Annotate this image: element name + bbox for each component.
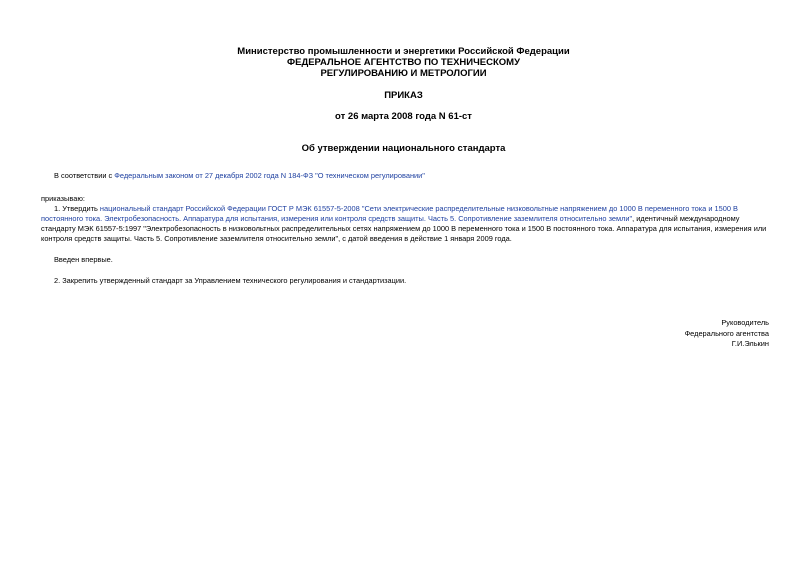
agency-title-line1: ФЕДЕРАЛЬНОЕ АГЕНТСТВО ПО ТЕХНИЧЕСКОМУ — [287, 57, 520, 68]
intro-prefix: В соответствии с — [54, 171, 115, 180]
federal-law-link[interactable]: Федеральным законом от 27 декабря 2002 года N 184-ФЗ "О техническом регулировании" — [114, 171, 425, 180]
ministry-title: Министерство промышленности и энергетики Российской Федерации — [237, 46, 570, 57]
signature-agency: Федерального агентства — [684, 328, 769, 338]
intro-paragraph — [41, 171, 771, 181]
signature-name: Г.И.Элькин — [731, 339, 769, 348]
signature-position: Руководитель — [721, 318, 769, 327]
agency-title-line2: РЕГУЛИРОВАНИЮ И МЕТРОЛОГИИ — [320, 68, 487, 79]
document-subject: Об утверждении национального стандарта — [301, 143, 506, 154]
item2-paragraph: 2. Закрепить утвержденный стандарт за Управлением технического регулирования и стандартизации. — [54, 276, 407, 285]
signature-block — [685, 318, 769, 350]
introduced-note: Введен впервые. — [54, 255, 113, 264]
item1-prefix: 1. Утвердить — [54, 204, 100, 213]
standard-link[interactable]: национальный стандарт Российской Федерации ГОСТ Р МЭК 61557-5-2008 "Сети электрические распределительные низковольтные напряжением до 1000 В переменного тока и 1500 В постоянного тока. Электробезопасность. Аппаратура для испытания, измерения или контроля средств защиты. Часть 5. Сопротивление заземлителя относительно земли" — [41, 204, 738, 223]
order-word: приказываю: — [41, 194, 85, 203]
item1-suffix: , идентичный международному стандарту МЭК 61557-5:1997 "Электробезопасность в низковольтных распределительных сетях напряжением до 1000 В переменного тока и 1500 В постоянного тока. Аппаратура для испытания, измерения или контроля средств защиты. Часть 5. Сопротивление заземлителя относительно земли", с датой введения в действие 1 января 2009 года. — [41, 214, 767, 243]
document-date: от 26 марта 2008 года N 61-ст — [335, 111, 472, 122]
document-type: ПРИКАЗ — [384, 90, 423, 101]
item1-paragraph — [41, 204, 771, 244]
